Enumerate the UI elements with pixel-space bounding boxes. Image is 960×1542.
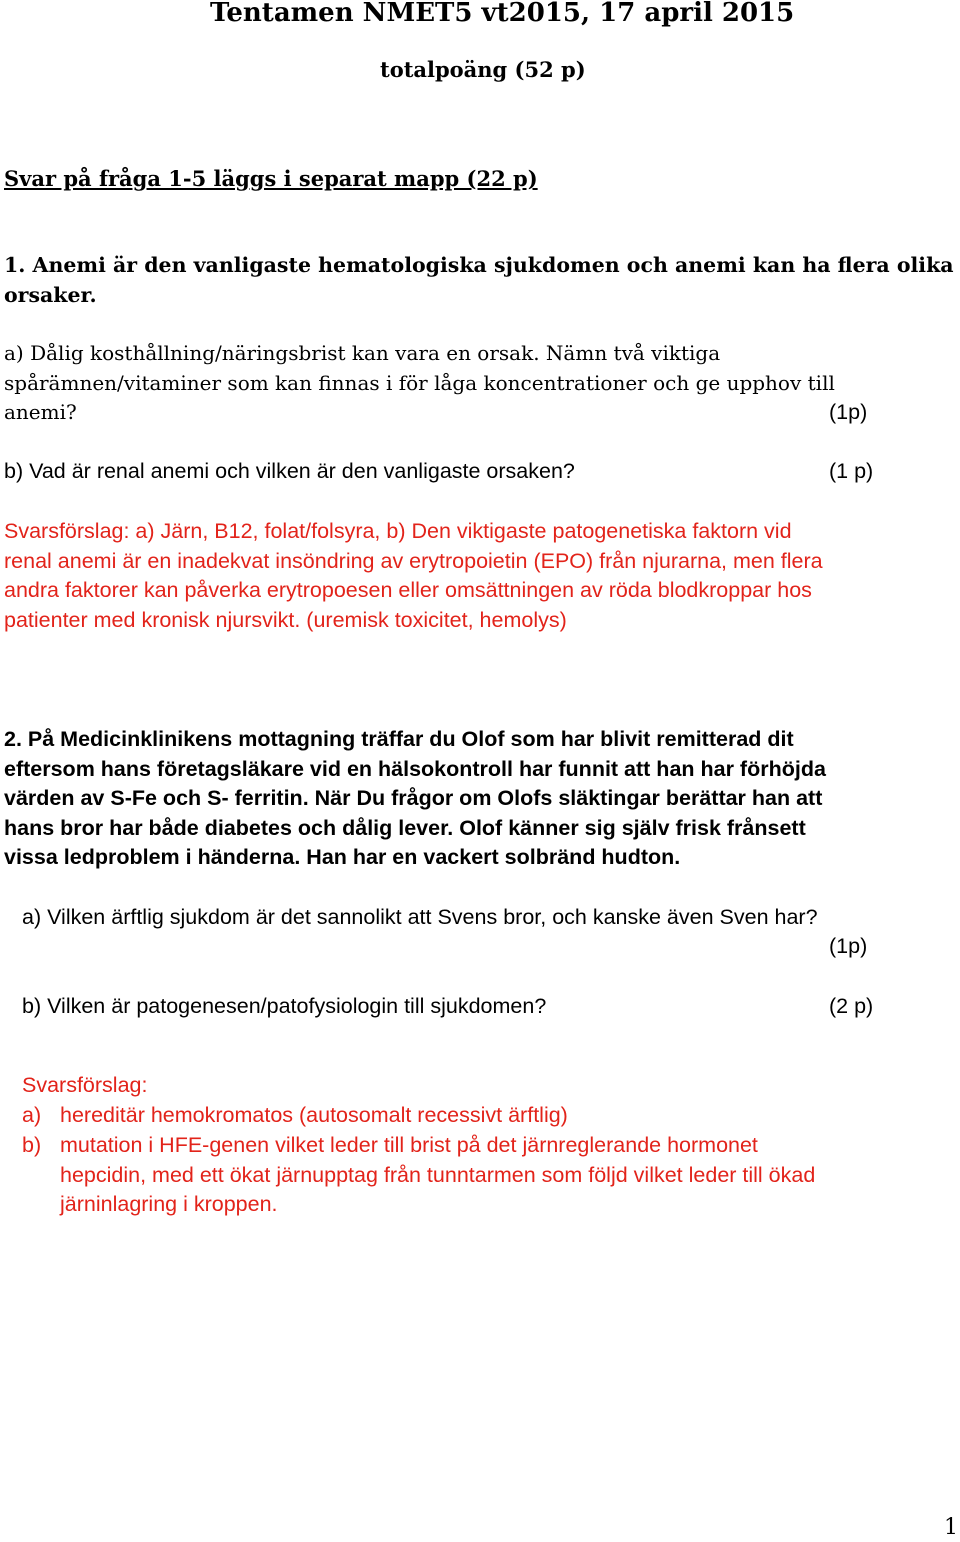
question1-answer-line: andra faktorer kan påverka erytropoesen eller omsättningen av röda blodkroppar hos bbox=[4, 578, 812, 602]
question1-part-b-points: (1 p) bbox=[829, 459, 874, 483]
question1-answer bbox=[4, 517, 823, 635]
total-points: totalpoäng (52 p) bbox=[380, 57, 586, 82]
document-title: Tentamen NMET5 vt2015, 17 april 2015 bbox=[210, 0, 795, 28]
question1-stem-line1: 1. Anemi är den vanligaste hematologiska sjukdomen och anemi kan ha flera olika bbox=[4, 253, 954, 277]
question1-part-a-line2: spårämnen/vitaminer som kan finnas i för låga koncentrationer och ge upphov till bbox=[4, 370, 835, 395]
question2-answer-b-line: mutation i HFE-genen vilket leder till brist på det järnreglerande hormonet bbox=[60, 1133, 758, 1157]
page-number: 1 bbox=[944, 1515, 958, 1540]
question1-stem-line2: orsaker. bbox=[4, 282, 97, 307]
question2-answer-a-marker: a) bbox=[22, 1103, 42, 1127]
question1-part-a-points: (1p) bbox=[829, 400, 868, 424]
question1-answer-line: Svarsförslag: a) Järn, B12, folat/folsyra, b) Den viktigaste patogenetiska faktorn vid bbox=[4, 519, 792, 543]
question1-answer-line: renal anemi är en inadekvat insöndring av erytropoietin (EPO) från njurarna, men flera bbox=[4, 548, 823, 573]
question2-part-b-points: (2 p) bbox=[829, 994, 874, 1018]
question1-part-a-line1: a) Dålig kosthållning/näringsbrist kan vara en orsak. Nämn två viktiga bbox=[4, 341, 721, 365]
question2-answer-a: hereditär hemokromatos (autosomalt recessivt ärftlig) bbox=[60, 1103, 568, 1127]
question1-part-b: b) Vad är renal anemi och vilken är den vanligaste orsaken? bbox=[4, 459, 575, 483]
question2-stem-line: 2. På Medicinklinikens mottagning träffar du Olof som har blivit remitterad dit bbox=[4, 727, 794, 751]
question2-answer-b bbox=[60, 1131, 815, 1220]
question1-stem bbox=[4, 251, 954, 310]
question2-answer-b-line: hepcidin, med ett ökat järnupptag från tunntarmen som följd vilket leder till ökad bbox=[60, 1162, 816, 1187]
question2-answer-heading: Svarsförslag: bbox=[22, 1073, 148, 1097]
question2-part-b: b) Vilken är patogenesen/patofysiologin till sjukdomen? bbox=[22, 994, 547, 1018]
question2-part-a-points: (1p) bbox=[829, 934, 868, 958]
question2-answer-b-marker: b) bbox=[22, 1133, 42, 1157]
question2-stem-line: eftersom hans företagsläkare vid en hälsokontroll har funnit att han har förhöjda bbox=[4, 756, 826, 781]
question2-answer-b-line: järninlagring i kroppen. bbox=[60, 1192, 278, 1216]
question1-part-a bbox=[4, 339, 835, 428]
question1-part-a-line3: anemi? bbox=[4, 400, 77, 424]
question2-stem-line: vissa ledproblem i händerna. Han har en vackert solbränd hudton. bbox=[4, 845, 681, 869]
question2-stem bbox=[4, 725, 826, 873]
question2-part-a: a) Vilken ärftlig sjukdom är det sannolikt att Svens bror, och kanske även Sven har? bbox=[22, 905, 818, 929]
question1-answer-line: patienter med kronisk njursvikt. (uremisk toxicitet, hemolys) bbox=[4, 607, 567, 632]
question2-stem-line: hans bror har både diabetes och dålig lever. Olof känner sig själv frisk frånsett bbox=[4, 815, 806, 840]
section-note: Svar på fråga 1-5 läggs i separat mapp (22 p) bbox=[4, 166, 538, 191]
question2-stem-line: värden av S-Fe och S- ferritin. När Du frågor om Olofs släktingar berättar han att bbox=[4, 786, 823, 810]
